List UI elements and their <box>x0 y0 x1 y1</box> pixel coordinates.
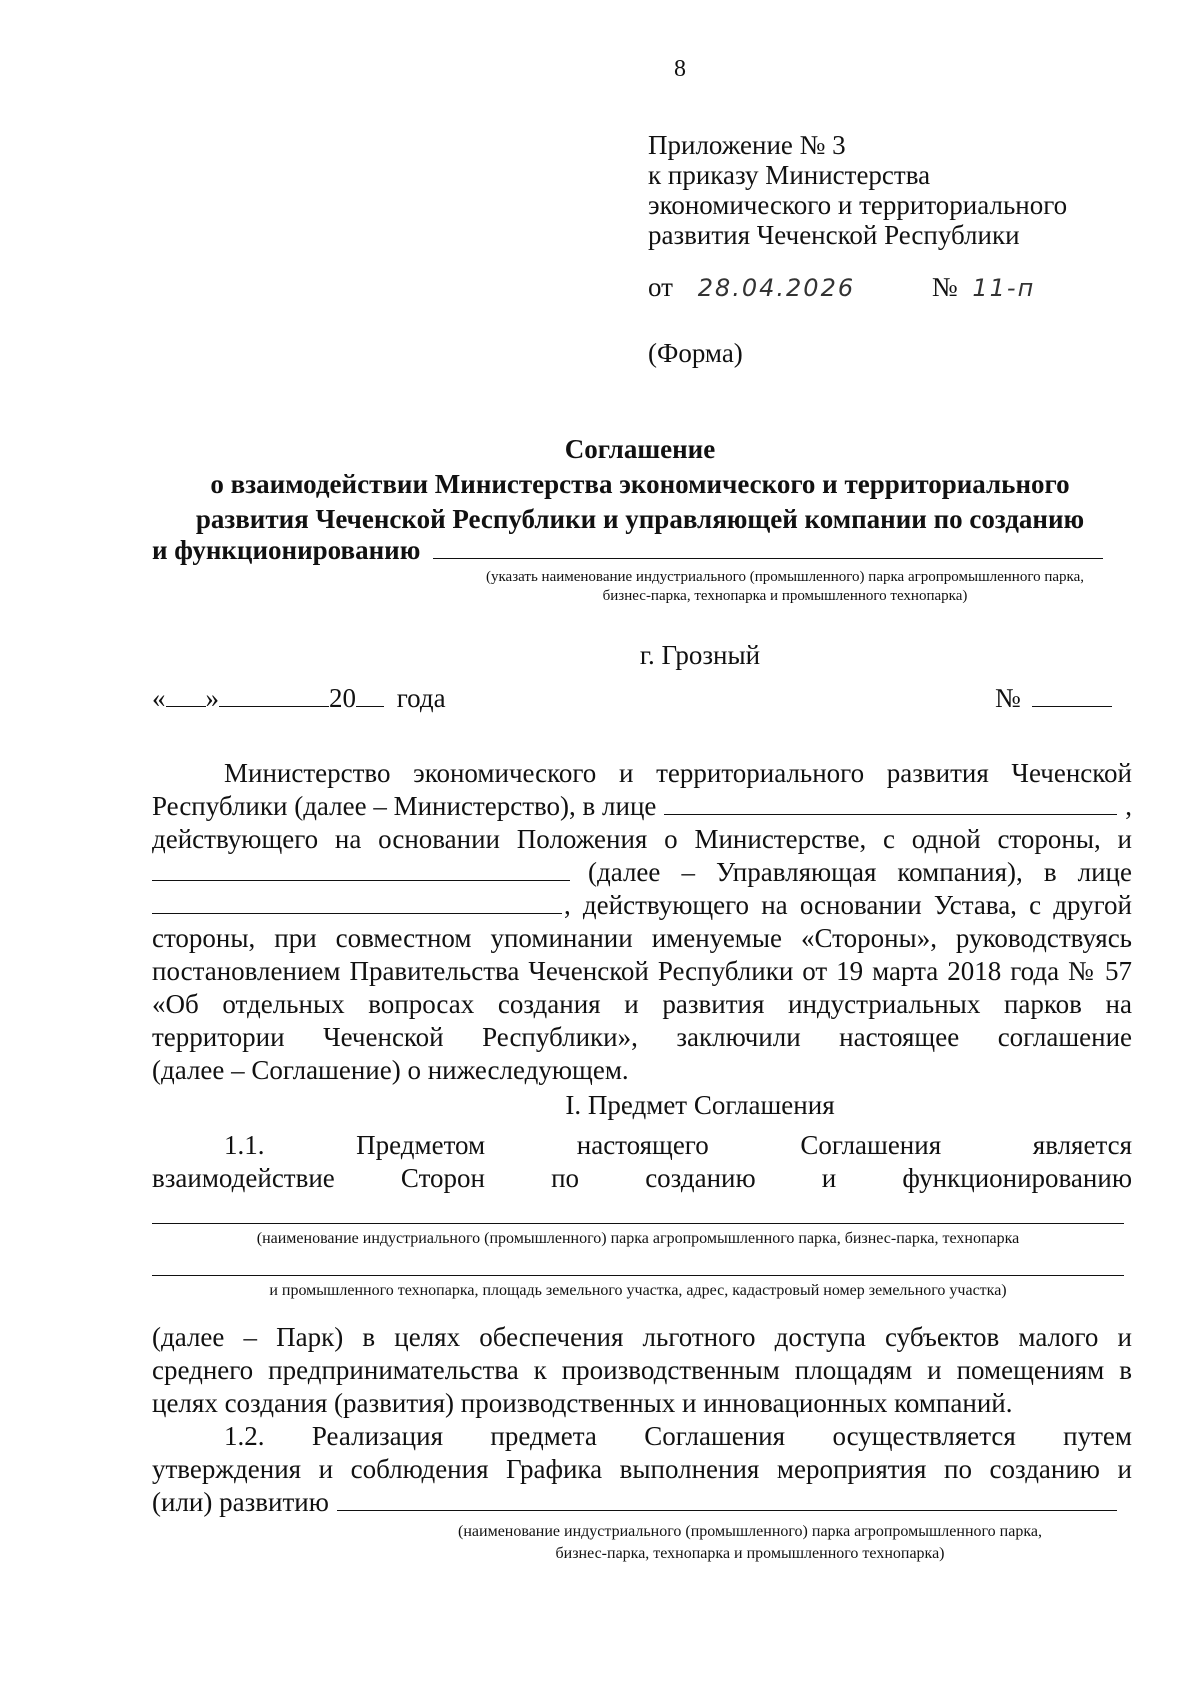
text-fragment: (или) развитию <box>152 1487 329 1517</box>
text-line <box>152 1486 1132 1519</box>
appendix-line: к приказу Министерства <box>648 160 931 190</box>
section-heading: I. Предмет Соглашения <box>565 1090 835 1120</box>
number-prefix: № <box>995 683 1021 713</box>
hint-line: (указать наименование индустриального (промышленного) парка агропромышленного парка, <box>485 569 1084 585</box>
fill-in-line <box>152 1275 1124 1276</box>
fill-in-blank <box>433 558 1103 559</box>
text-line: среднего предпринимательства к производственным площадям и помещениям в <box>152 1355 1132 1385</box>
year-suffix: года <box>396 683 446 713</box>
text-fragment: , действующего на основании Устава, с другой <box>564 890 1132 920</box>
text-line: стороны, при совместном упоминании именуемые «Стороны», руководствуясь <box>152 923 1132 953</box>
city: г. Грозный <box>639 640 761 670</box>
text-line: взаимодействие Сторон по созданию и функционированию <box>152 1163 1132 1193</box>
text-line: постановлением Правительства Чеченской Республики от 19 марта 2018 года № 57 <box>152 956 1132 986</box>
text-line: «Об отдельных вопросах создания и развития индустриальных парков на <box>152 989 1132 1019</box>
handwritten-date: 28.04.2026 <box>697 274 856 302</box>
title-line-text: и функционированию <box>152 535 421 565</box>
text-line: 1.1. Предметом настоящего Соглашения является <box>224 1130 1132 1160</box>
clause-1-1 <box>152 1129 1132 1195</box>
text-line <box>152 856 1132 889</box>
hint-line: бизнес-парка, технопарка и промышленного технопарка) <box>602 588 968 604</box>
handwritten-number: 11-п <box>972 274 1036 302</box>
open-quote: « <box>152 683 166 713</box>
order-date-line <box>648 272 1035 303</box>
preamble-paragraph <box>152 757 1132 1087</box>
number-blank <box>1032 706 1112 707</box>
close-quote: » <box>205 683 219 713</box>
text-line: 1.2. Реализация предмета Соглашения осуществляется путем <box>224 1421 1132 1451</box>
text-line <box>152 889 1132 922</box>
text-line: (далее – Парк) в целях обеспечения льготного доступа субъектов малого и <box>152 1322 1132 1352</box>
title-line <box>152 535 1103 566</box>
order-number-prefix: № <box>931 272 958 302</box>
hint-line: бизнес-парка, технопарка и промышленного технопарка) <box>555 1545 945 1562</box>
title-line: о взаимодействии Министерства экономического и территориального <box>210 469 1070 499</box>
hint-text <box>440 568 1130 606</box>
agreement-date-line <box>152 683 446 714</box>
hint-text <box>370 1521 1130 1565</box>
month-blank <box>219 706 329 707</box>
appendix-block <box>648 130 1067 250</box>
text-line: Министерство экономического и территориального развития Чеченской <box>224 758 1132 788</box>
fill-in-line <box>152 1223 1124 1224</box>
text-line: действующего на основании Положения о Министерстве, с одной стороны, и <box>152 824 1132 854</box>
fill-in-blank <box>152 856 570 881</box>
fill-in-blank <box>152 889 562 914</box>
date-prefix: от <box>648 272 673 302</box>
text-line: (далее – Соглашение) о нижеследующем. <box>152 1055 629 1085</box>
text-fragment: , <box>1125 791 1132 821</box>
title-line: развития Чеченской Республики и управляющей компании по созданию <box>195 504 1085 534</box>
text-fragment: Республики (далее – Министерство), в лице <box>152 791 657 821</box>
text-line: территории Чеченской Республики», заключили настоящее соглашение <box>152 1022 1132 1052</box>
clause-1-1-cont <box>152 1321 1132 1420</box>
appendix-line: Приложение № 3 <box>648 130 846 160</box>
text-line <box>152 790 1132 823</box>
hint-text: (наименование индустриального (промышленного) парка агропромышленного парка, бизнес-парка, технопарка <box>256 1230 1020 1247</box>
text-line: целях создания (развития) производственных и инновационных компаний. <box>152 1388 1013 1418</box>
clause-1-2 <box>152 1420 1132 1519</box>
agreement-number-line <box>995 683 1112 714</box>
appendix-line: развития Чеченской Республики <box>648 220 1020 250</box>
appendix-line: экономического и территориального <box>648 190 1068 220</box>
day-blank <box>166 706 206 707</box>
text-line: утверждения и соблюдения Графика выполнения мероприятия по созданию и <box>152 1454 1132 1484</box>
year-blank <box>356 706 384 707</box>
form-label: (Форма) <box>648 338 743 368</box>
text-fragment: (далее – Управляющая компания), в лице <box>588 857 1132 887</box>
page-number: 8 <box>674 56 686 82</box>
hint-text: и промышленного технопарка, площадь земельного участка, адрес, кадастровый номер земельного участка) <box>269 1282 1007 1299</box>
fill-in-blank <box>337 1486 1117 1511</box>
fill-in-blank <box>664 790 1117 815</box>
document-title: Соглашение <box>564 434 716 464</box>
year-prefix: 20 <box>329 683 356 713</box>
hint-line: (наименование индустриального (промышленного) парка агропромышленного парка, <box>458 1523 1042 1540</box>
